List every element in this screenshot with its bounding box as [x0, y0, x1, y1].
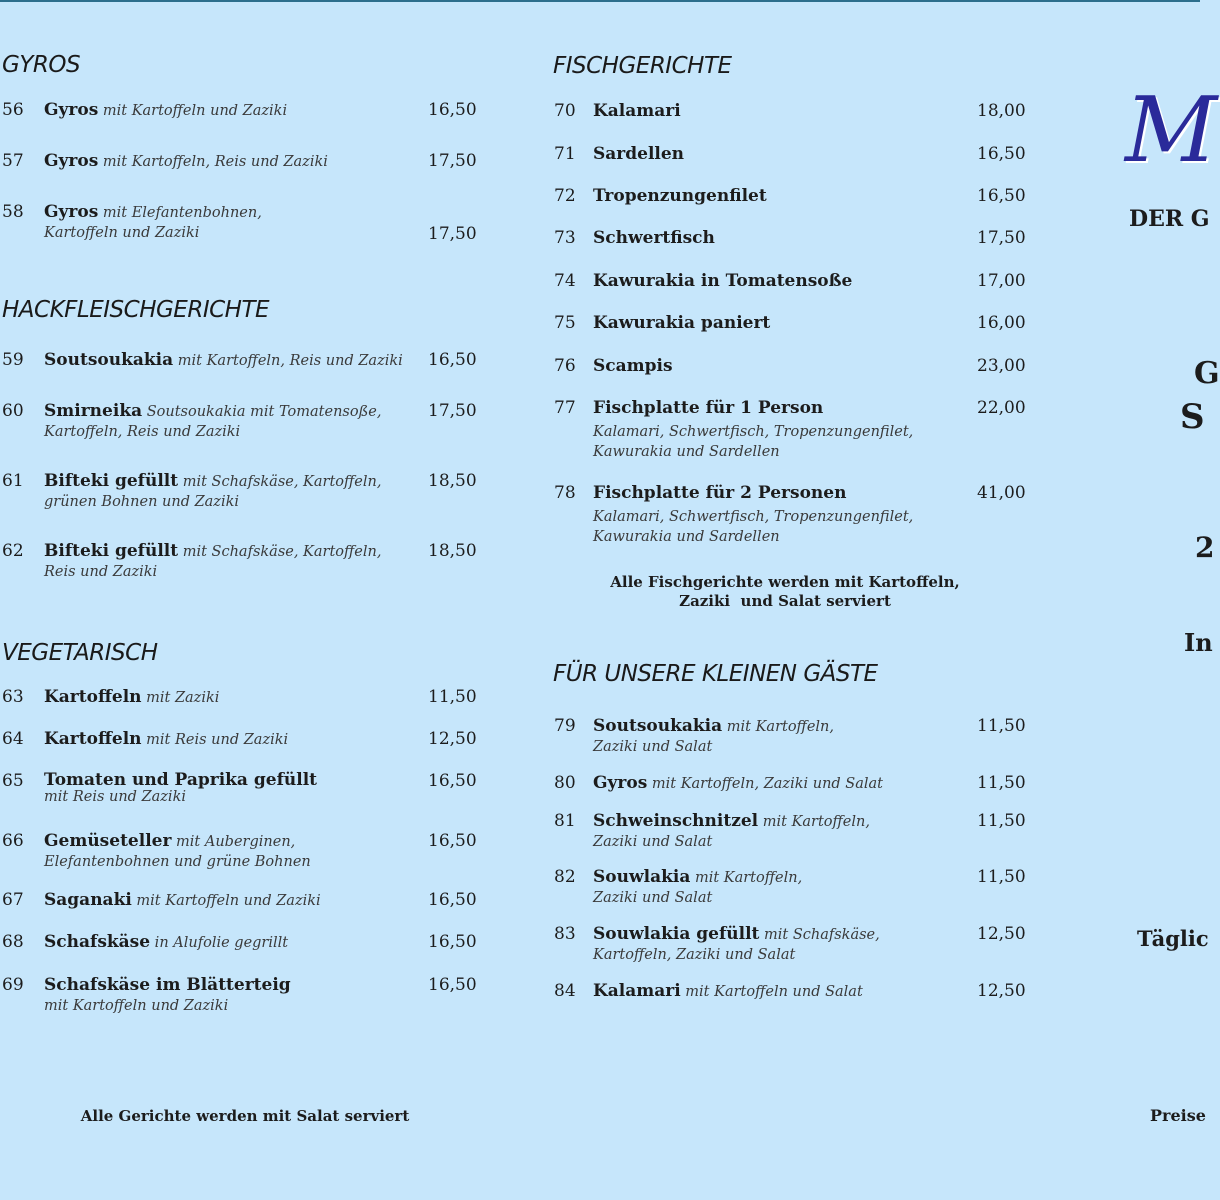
item-note: mit Kartoffeln, Reis und Zaziki: [173, 353, 403, 369]
item-price: 17,50: [977, 228, 1026, 248]
fisch-footnote-line1: Alle Fischgerichte werden mit Kartoffeln,: [610, 573, 960, 591]
item-note-line2: Kalamari, Schwertfisch, Tropenzungenfilet,: [593, 424, 914, 440]
item-name: Fischplatte für 2 Personen: [593, 483, 847, 503]
right-text-fragment-1: G: [1194, 356, 1220, 391]
item-price: 16,50: [428, 975, 477, 995]
item-price: 41,00: [977, 483, 1026, 503]
item-note-line3: Kawurakia und Sardellen: [593, 529, 780, 545]
item-number: 56: [2, 100, 24, 120]
item-price: 16,50: [428, 771, 477, 791]
item-number: 80: [554, 773, 576, 793]
item-price: 17,50: [428, 151, 477, 171]
fisch-footnote-line2: Zaziki und Salat serviert: [679, 592, 891, 610]
item-name: Souwlakia gefüllt: [593, 924, 760, 944]
item-name: Saganaki: [44, 890, 132, 910]
item-price: 16,50: [977, 186, 1026, 206]
item-note: mit Kartoffeln,: [722, 719, 834, 735]
item-number: 84: [554, 981, 576, 1001]
item-note: mit Kartoffeln, Zaziki und Salat: [647, 776, 883, 792]
item-note: mit Elefantenbohnen,: [98, 205, 262, 221]
item-note: mit Kartoffeln und Zaziki: [131, 893, 321, 909]
item-number: 67: [2, 890, 24, 910]
item-name: Souwlakia: [593, 867, 691, 887]
item-price: 11,50: [977, 867, 1026, 887]
item-note: mit Kartoffeln, Reis und Zaziki: [98, 154, 328, 170]
section-heading-kleine-gaeste: FÜR UNSERE KLEINEN GÄSTE: [553, 661, 878, 687]
item-number: 65: [2, 771, 24, 791]
footer-note-left: Alle Gerichte werden mit Salat serviert: [80, 1107, 410, 1125]
right-text-fragment-5: Täglic: [1137, 926, 1209, 951]
item-note: Soutsoukakia mit Tomatensoße,: [142, 404, 382, 420]
item-note-line3: Kawurakia und Sardellen: [593, 444, 780, 460]
item-note-line2: Zaziki und Salat: [593, 890, 713, 906]
item-price: 16,00: [977, 313, 1026, 333]
item-name: Tomaten und Paprika gefüllt: [44, 770, 318, 790]
item-note: mit Kartoffeln und Salat: [680, 984, 863, 1000]
item-number: 69: [2, 975, 24, 995]
item-note: mit Auberginen,: [171, 834, 296, 850]
top-border: [0, 0, 1200, 2]
item-number: 75: [554, 313, 576, 333]
item-number: 77: [554, 398, 576, 418]
item-number: 72: [554, 186, 576, 206]
item-note: mit Schafskäse,: [759, 927, 880, 943]
item-note: mit Kartoffeln,: [758, 814, 870, 830]
item-number: 70: [554, 101, 576, 121]
item-price: 18,50: [428, 471, 477, 491]
item-name: Fischplatte für 1 Person: [593, 398, 824, 418]
item-note-line2: Kartoffeln und Zaziki: [44, 225, 200, 241]
restaurant-logo: M: [1125, 78, 1216, 183]
item-note-line2: grünen Bohnen und Zaziki: [44, 494, 239, 510]
item-name: Kalamari: [593, 101, 681, 121]
item-number: 57: [2, 151, 24, 171]
item-price: 11,50: [977, 773, 1026, 793]
item-number: 59: [2, 350, 24, 370]
right-text-fragment-3: 2: [1195, 531, 1215, 564]
item-number: 61: [2, 471, 24, 491]
right-text-fragment-6: Preise: [1150, 1106, 1206, 1125]
right-text-fragment-4: In: [1184, 628, 1213, 657]
item-name: Kalamari: [593, 981, 681, 1001]
item-price: 17,50: [428, 224, 477, 244]
item-number: 81: [554, 811, 576, 831]
item-price: 18,00: [977, 101, 1026, 121]
item-number: 60: [2, 401, 24, 421]
item-number: 64: [2, 729, 24, 749]
section-heading-hackfleisch: HACKFLEISCHGERICHTE: [2, 297, 270, 323]
item-number: 74: [554, 271, 576, 291]
item-note-line2: mit Kartoffeln und Zaziki: [44, 998, 229, 1014]
item-name: Schwertfisch: [593, 228, 715, 248]
item-name: Smirneika: [44, 401, 143, 421]
item-note: mit Reis und Zaziki: [141, 732, 289, 748]
item-number: 76: [554, 356, 576, 376]
item-number: 63: [2, 687, 24, 707]
item-name: Soutsoukakia: [593, 716, 723, 736]
item-price: 12,50: [977, 981, 1026, 1001]
item-name: Schweinschnitzel: [593, 811, 759, 831]
item-price: 17,00: [977, 271, 1026, 291]
item-name: Kawurakia paniert: [593, 313, 771, 333]
item-note: mit Schafskäse, Kartoffeln,: [178, 474, 382, 490]
item-name: Scampis: [593, 356, 673, 376]
item-name: Gemüseteller: [44, 831, 172, 851]
item-note: mit Kartoffeln,: [690, 870, 803, 886]
item-note-line2: Reis und Zaziki: [44, 564, 158, 580]
item-price: 16,50: [428, 350, 477, 370]
item-number: 68: [2, 932, 24, 952]
item-number: 82: [554, 867, 576, 887]
item-number: 78: [554, 483, 576, 503]
item-price: 17,50: [428, 401, 477, 421]
item-note: in Alufolie gegrillt: [150, 935, 289, 951]
item-number: 66: [2, 831, 24, 851]
item-note: mit Schafskäse, Kartoffeln,: [178, 544, 382, 560]
item-name: Gyros: [44, 100, 99, 120]
item-name: Sardellen: [593, 144, 685, 164]
item-name: Bifteki gefüllt: [44, 541, 179, 561]
section-heading-gyros: GYROS: [2, 52, 81, 78]
item-name: Soutsoukakia: [44, 350, 174, 370]
item-note-line2: Zaziki und Salat: [593, 834, 713, 850]
item-name: Gyros: [44, 151, 99, 171]
item-price: 18,50: [428, 541, 477, 561]
item-number: 79: [554, 716, 576, 736]
item-name: Kartoffeln: [44, 729, 142, 749]
item-price: 11,50: [977, 811, 1026, 831]
item-note-line2: Elefantenbohnen und grüne Bohnen: [44, 854, 311, 870]
item-note-line2: Zaziki und Salat: [593, 739, 713, 755]
item-name: Bifteki gefüllt: [44, 471, 179, 491]
item-name: Tropenzungenfilet: [593, 186, 767, 206]
item-number: 71: [554, 144, 576, 164]
item-price: 16,50: [428, 890, 477, 910]
item-price: 16,50: [428, 831, 477, 851]
item-note: mit Kartoffeln und Zaziki: [98, 103, 288, 119]
item-price: 16,50: [428, 100, 477, 120]
item-price: 16,50: [977, 144, 1026, 164]
item-name: Schafskäse: [44, 932, 151, 952]
item-price: 11,50: [428, 687, 477, 707]
item-name: Schafskäse im Blätterteig: [44, 975, 291, 995]
section-heading-vegetarisch: VEGETARISCH: [2, 640, 158, 666]
right-text-fragment-2: S: [1180, 397, 1205, 437]
item-number: 73: [554, 228, 576, 248]
item-name: Kawurakia in Tomatensoße: [593, 271, 853, 291]
item-price: 12,50: [977, 924, 1026, 944]
item-price: 12,50: [428, 729, 477, 749]
item-price: 11,50: [977, 716, 1026, 736]
item-price: 23,00: [977, 356, 1026, 376]
item-note-line2: Kalamari, Schwertfisch, Tropenzungenfilet,: [593, 509, 914, 525]
item-note-line2: Kartoffeln, Reis und Zaziki: [44, 424, 241, 440]
item-name: Kartoffeln: [44, 687, 142, 707]
item-note: mit Zaziki: [141, 690, 220, 706]
item-name: Gyros: [593, 773, 648, 793]
section-heading-fischgerichte: FISCHGERICHTE: [553, 53, 732, 79]
item-name: Gyros: [44, 202, 99, 222]
item-price: 16,50: [428, 932, 477, 952]
fisch-footnote: [580, 573, 990, 611]
subtitle-fragment: DER G: [1129, 206, 1210, 232]
item-note-line2: mit Reis und Zaziki: [44, 789, 186, 805]
item-price: 22,00: [977, 398, 1026, 418]
item-number: 83: [554, 924, 576, 944]
item-number: 62: [2, 541, 24, 561]
item-number: 58: [2, 202, 24, 222]
item-note-line2: Kartoffeln, Zaziki und Salat: [593, 947, 796, 963]
